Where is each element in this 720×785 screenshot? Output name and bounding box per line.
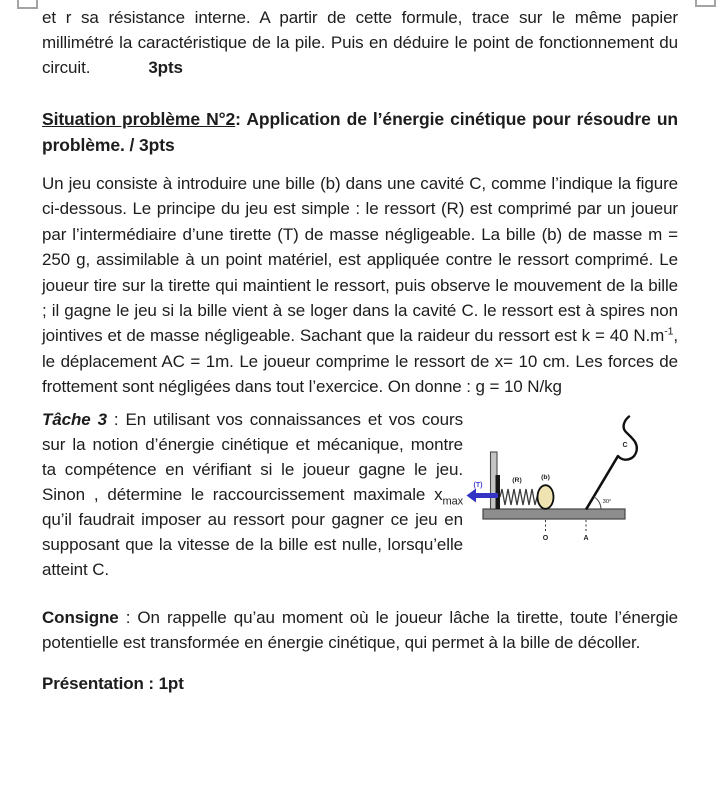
problem-paragraph	[42, 171, 678, 400]
angle-label: 30°	[602, 498, 612, 505]
intro-text: et r sa résistance interne. A partir de cette formule, trace sur le même papier millimétré la caractéristique de la pile. Puis en déduire le point de fonctionnement du circuit.	[42, 8, 678, 77]
origin-label: O	[542, 534, 549, 542]
consigne-label: Consigne	[42, 607, 119, 627]
consigne-paragraph	[42, 605, 678, 655]
x-max-subscript: max	[442, 495, 463, 508]
intro-paragraph	[42, 5, 678, 80]
presentation-line: Présentation : 1pt	[42, 673, 184, 693]
intro-points-label: 3pts	[148, 58, 183, 77]
ball	[538, 485, 554, 509]
tache-text-2: qu’il faudrait imposer au ressort pour gagner ce jeu en supposant que la vitesse de la bille est nulle, lorsqu’elle atteint C.	[42, 509, 463, 579]
point-a-label: A	[583, 534, 589, 542]
tache-paragraph	[42, 407, 463, 582]
cavity-hook	[618, 416, 637, 459]
k-unit-exponent: -1	[664, 325, 674, 338]
figure-svg	[465, 409, 715, 549]
heading-rest: : Application de l’énergie cinétique pour résoudre un problème. / 3pts	[42, 109, 678, 155]
tirette-label: (T)	[473, 481, 483, 489]
section-heading	[42, 107, 678, 158]
spring-label: (R)	[512, 476, 522, 484]
tache-section	[42, 407, 715, 582]
tirette-arrow-shaft	[476, 493, 498, 498]
tirette-arrowhead-icon	[467, 488, 477, 502]
consigne-text: : On rappelle qu’au moment où le joueur lâche la tirette, toute l’énergie potentielle est transformée en énergie cinétique, qui permet à la bille de décoller.	[42, 607, 678, 652]
heading-underlined-title: Situation problème N°2	[42, 109, 236, 129]
top-right-edge-artifact	[695, 0, 716, 7]
ground-bar	[483, 509, 625, 519]
cavity-label: C	[622, 441, 628, 449]
anchor-plate	[496, 475, 501, 509]
top-left-edge-artifact	[17, 0, 38, 9]
problem-text-2: , le déplacement AC = 1m. Le joueur comprime le ressort de x= 10 cm. Les forces de frottement sont négligées dans tout l’exercice. On donne : g = 10 N/kg	[42, 326, 678, 397]
physics-figure	[465, 407, 715, 582]
ball-label: (b)	[541, 473, 550, 481]
problem-text-1: Un jeu consiste à introduire une bille (b) dans une cavité C, comme l’indique la figure ci-dessous. Le principe du jeu est simple : le ressort (R) est comprimé par un joueur par l’intermédiaire d’une tirette (T) de masse négligeable. La bille (b) de masse m = 250 g, assimilable à un point matériel, est appliquée contre le ressort comprimé. Le joueur tire sur la tirette qui maintient le ressort, puis observe le mouvement de la bille ; il gagne le jeu si la bille vient à se loger dans la cavité C. le ressort est à spires non jointives et de masse négligeable. Sachant que la raideur du ressort est k = 40 N.m	[42, 174, 678, 346]
tache-label: Tâche 3	[42, 409, 107, 429]
tache-colon: :	[106, 409, 126, 429]
angle-arc	[594, 496, 602, 509]
tache-text-1: En utilisant vos connaissances et vos cours sur la notion d’énergie cinétique et mécanique, montre ta compétence en vérifiant si le joueur gagne le jeu. Sinon , détermine le raccourcissement maximale x	[42, 409, 463, 504]
spring-coil	[500, 489, 539, 505]
